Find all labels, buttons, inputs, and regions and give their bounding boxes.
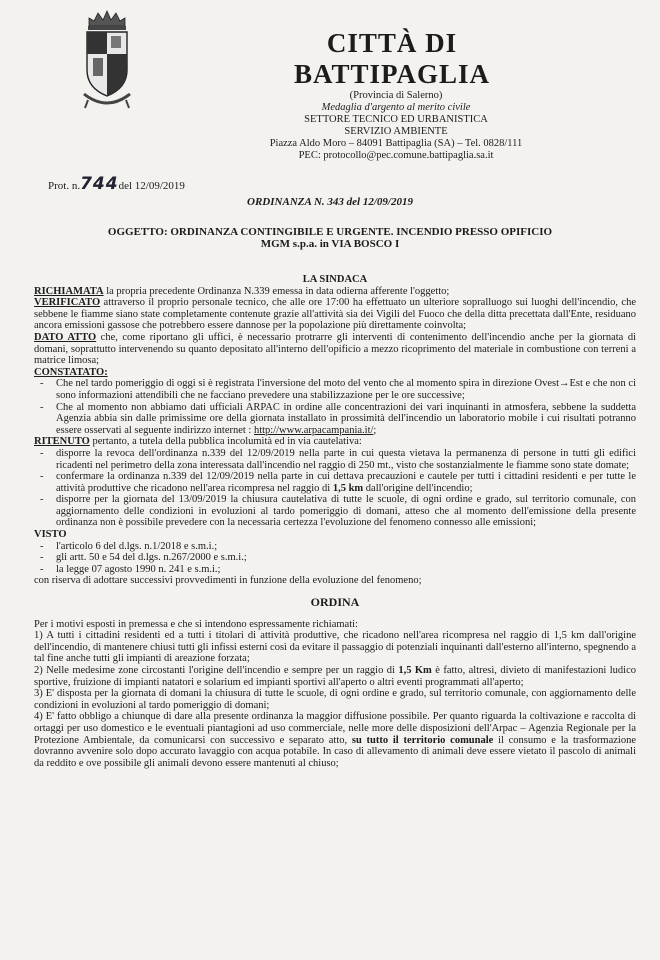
dato-atto-keyword: DATO ATTO bbox=[34, 331, 97, 343]
constatato-list bbox=[34, 378, 636, 436]
dato-atto-text: che, come riportano gli uffici, è necessario protrarre gli interventi di contenimento dell'incendio anche per la giornata di domani, soprattutto intervenendo su quanto depositato all'interno dell'opificio a mezzo ricoprimento del materiale in combustione con terreni a matrice limosa; bbox=[34, 331, 637, 367]
list-item-text: Che al momento non abbiamo dati ufficiali ARPAC in ordine alle concentrazioni dei vari inquinanti in atmosfera, sebbene la suddetta Agenzia abbia sin dalle primissime ore della giornata installato in prossimità dell'incendio un laboratorio mobile i cui risultati potranno essere osservati al seguente indirizzo internet : bbox=[56, 401, 636, 436]
list-item bbox=[56, 471, 636, 494]
sector-name: SETTORE TECNICO ED URBANISTICA bbox=[304, 114, 488, 125]
list-item: - la legge 07 agosto 1990 n. 241 e s.m.i.; bbox=[56, 564, 636, 576]
ordina-heading: ORDINA bbox=[310, 595, 360, 610]
subject-line-2: MGM s.p.a. in VIA BOSCO I bbox=[260, 238, 400, 250]
subject-block bbox=[100, 226, 560, 250]
radius-value: 1,5 km bbox=[332, 482, 364, 494]
verificato-text: attraverso il proprio personale tecnico, che alle ore 17:00 ha effettuato un ulteriore sopralluogo sui luoghi dell'incendio, che sebbene le fiamme siano state completamente contenute grazie all'attività sia dei Vigili del Fuoco che della ditta precettata dall'Ente, residuano ancora emissioni gassose che potrebbero essere dannose per la popolazione più direttamente coinvolta; bbox=[34, 297, 636, 332]
service-name: SERVIZIO AMBIENTE bbox=[344, 126, 448, 137]
list-item: - Che nel tardo pomeriggio di oggi si è registrata l'inversione del moto del vento che al momento spira in direzione Ovest→Est e che non ci sono informazioni attendibili che ne facciano prevedere una stabilizzazione per le ore successive; bbox=[56, 378, 636, 401]
visto-keyword: VISTO bbox=[34, 529, 67, 541]
protocol-line bbox=[48, 174, 185, 194]
point-text-end: è fatto, altresì, divieto di manifestazioni ludico sportive, fruizione di impianti natatori e solarium ed impianti sportivi all'aperto o altri eventi programmati all'aperto; bbox=[34, 665, 636, 688]
ritenuto-text: pertanto, a tutela della pubblica incolumità ed in via cautelativa: bbox=[89, 436, 362, 448]
pec-address: PEC: protocollo@pec.comune.battipaglia.sa.it bbox=[298, 150, 494, 161]
sindaca-heading: LA SINDACA bbox=[302, 274, 368, 285]
list-item: - l'articolo 6 del d.lgs. n.1/2018 e s.m.i.; bbox=[56, 541, 636, 553]
list-item: - gli artt. 50 e 54 del d.lgs. n.267/2000 e s.m.i.; bbox=[56, 552, 636, 564]
ordina-point-4 bbox=[34, 711, 636, 769]
address: Piazza Aldo Moro – 84091 Battipaglia (SA) – Tel. 0828/111 bbox=[269, 138, 523, 149]
territory-emphasis: su tutto il territorio comunale bbox=[351, 734, 494, 746]
list-item: - disporre per la giornata del 13/09/2019 la chiusura cautelativa di tutte le scuole, di ogni ordine e grado, sul territorio comunale, con aggiornamento delle condizioni in evoluzioni al tardo pomeriggio di domani, atteso che al momento dell'emissione della presente ordinanza non è possibile prevedere con la necessaria certezza l'evoluzione del fenomeno connesso alle emissioni; bbox=[56, 494, 636, 529]
ritenuto-paragraph bbox=[34, 436, 636, 448]
constatato-keyword: CONSTATATO: bbox=[34, 366, 108, 378]
list-item-text: confermare la ordinanza n.339 del 12/09/2019 nella parte in cui dettava precauzioni e cautele per tutti i cittadini residenti e per tutte le attività produttive che ricadono nell'area ricompresa nel raggio di bbox=[56, 471, 636, 494]
municipality-header bbox=[236, 28, 556, 162]
city-name: CITTÀ DI BATTIPAGLIA bbox=[293, 28, 491, 89]
ordina-point-1: 1) A tutti i cittadini residenti ed a tutti i titolari di attività produttive, che ricadono nell'area ricompresa nel raggio di 1,5 km dall'origine dell'incendio, di mantenere chiusi tutti gli infissi esterni così da evitare il passaggio di potenziali inquinanti dall'esterno all'interno, spegnendo a tal fine anche tutti gli impianti di areazione forzata; bbox=[34, 630, 636, 665]
list-item bbox=[56, 402, 636, 437]
ordina-point-3: 3) E' disposta per la giornata di domani la chiusura di tutte le scuole, di ogni ordine e grado, sul territorio comunale, con aggiornamento delle condizioni in evoluzioni al tardo pomeriggio di domani; bbox=[34, 688, 636, 711]
province: (Provincia di Salerno) bbox=[349, 90, 443, 101]
point-text-end: il consumo e la trasformazione dovranno avvenire solo dopo accurato lavaggio con acqua potabile. In caso di allevamento di animali deve essere vietato il pascolo di animali da reddito e ove possibile gli animali devono essere mantenuti al chiuso; bbox=[34, 734, 636, 769]
ordinance-title: ORDINANZA N. 343 del 12/09/2019 bbox=[247, 196, 413, 208]
point-text: 2) Nelle medesime zone circostanti l'origine dell'incendio e sempre per un raggio di bbox=[34, 665, 399, 676]
point-text: 4) E' fatto obbligo a chiunque di dare alla presente ordinanza la maggior diffusione possibile. Per quanto riguarda la coltivazione e raccolta di ortaggi per uso domestico e le eventuali piantagioni ad uso commerciale, nelle more delle disposizioni dell'Arpac – Agenzia Regionale per la Protezione Ambientale, da comunicarsi con successivo e separato atto, bbox=[34, 711, 636, 746]
ritenuto-list bbox=[34, 448, 636, 529]
arpac-link[interactable]: http://www.arpacampania.it/ bbox=[253, 424, 374, 436]
list-item-end: dall'origine dell'incendio; bbox=[363, 482, 473, 494]
richiamata-text: la propria precedente Ordinanza N.339 emessa in data odierna afferente l'oggetto; bbox=[103, 285, 450, 297]
riserva-text: con riserva di adottare successivi provvedimenti in funzione della evoluzione del fenomeno; bbox=[34, 575, 422, 587]
verificato-keyword: VERIFICATO bbox=[34, 297, 101, 309]
medal-note: Medaglia d'argento al merito civile bbox=[321, 102, 471, 113]
richiamata-keyword: RICHIAMATA bbox=[34, 285, 104, 297]
list-item-end: ; bbox=[373, 424, 377, 436]
city-crest-icon bbox=[82, 8, 132, 118]
dato-atto-paragraph bbox=[34, 332, 636, 367]
ritenuto-keyword: RITENUTO bbox=[34, 436, 90, 448]
ordina-point-2 bbox=[34, 665, 636, 688]
list-item: - disporre la revoca dell'ordinanza n.339 del 12/09/2019 nella parte in cui questa vietava la permanenza di persone in tutti gli edifici ricadenti nel perimetro della zona interessata dall'incendio nel raggio di 250 mt., visto che sostanzialmente le fiamme sono state domate; bbox=[56, 448, 636, 471]
radius-value: 1,5 Km bbox=[398, 665, 432, 676]
verificato-paragraph bbox=[34, 297, 636, 332]
visto-list bbox=[34, 541, 636, 576]
ordina-intro: Per i motivi esposti in premessa e che si intendono espressamente richiamati: bbox=[34, 618, 358, 630]
ordinance-body bbox=[34, 274, 636, 769]
protocol-prefix: Prot. n. bbox=[48, 180, 81, 192]
richiamata-paragraph bbox=[34, 286, 636, 298]
protocol-date: del 12/09/2019 bbox=[118, 180, 185, 192]
subject-line-1: OGGETTO: ORDINANZA CONTINGIBILE E URGENTE. INCENDIO PRESSO OPIFICIO bbox=[107, 226, 553, 238]
protocol-number: 744 bbox=[80, 174, 119, 194]
